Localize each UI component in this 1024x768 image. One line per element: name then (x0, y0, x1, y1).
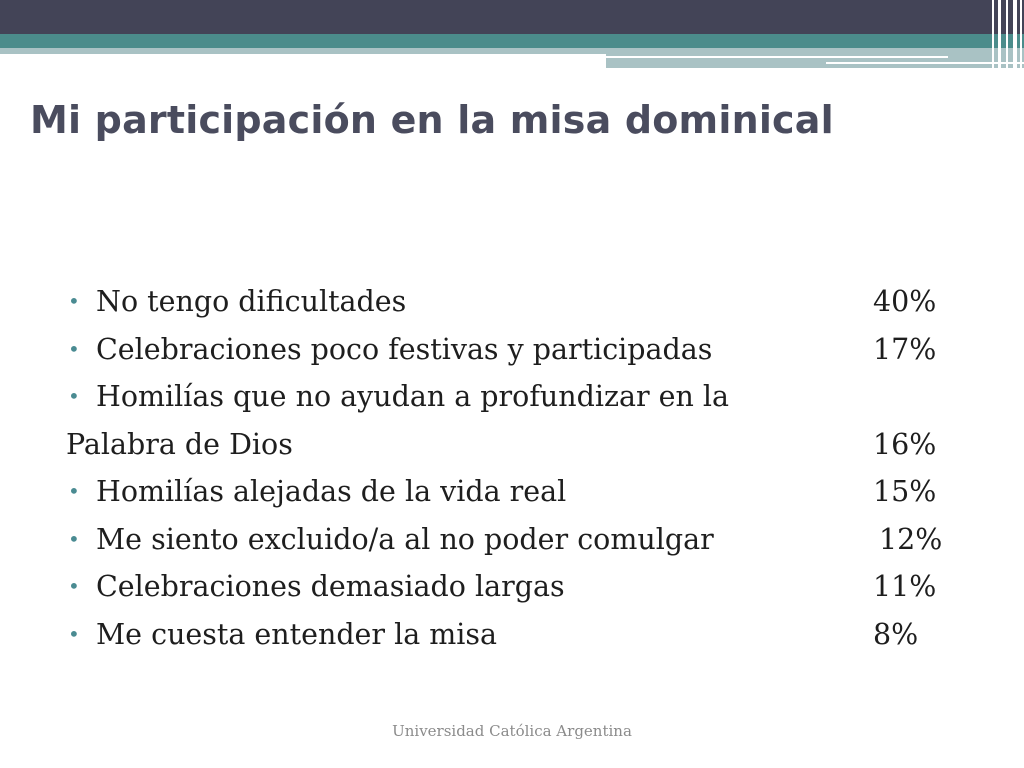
bullet-icon: • (68, 479, 80, 503)
list-item (66, 278, 966, 326)
item-percent: 11% (873, 570, 937, 603)
header-stripe (1013, 0, 1017, 68)
item-percent: 40% (873, 285, 937, 318)
list-item (66, 326, 966, 374)
survey-list (66, 278, 966, 658)
item-label: Homilías alejadas de la vida real (96, 475, 567, 508)
item-percent: 17% (873, 332, 937, 366)
item-percent: 15% (873, 475, 937, 508)
item-label: Celebraciones poco festivas y participadas (96, 332, 713, 366)
header-stripe (998, 0, 1001, 68)
header-step-line (606, 56, 948, 58)
item-label: Palabra de Dios (66, 427, 293, 461)
bullet-icon: • (68, 621, 80, 646)
bullet-icon: • (68, 574, 80, 598)
item-label: Me siento excluido/a al no poder comulgar (96, 522, 714, 556)
item-label: Homilías que no ayudan a profundizar en la (96, 380, 730, 413)
item-percent: 16% (873, 427, 937, 461)
list-item (66, 373, 966, 421)
item-label: Me cuesta entender la misa (96, 617, 498, 651)
list-item (66, 468, 966, 516)
list-item (66, 611, 966, 659)
list-item (66, 516, 966, 564)
bullet-icon: • (68, 336, 80, 361)
slide-title: Mi participación en la misa dominical (30, 98, 834, 142)
list-item-continuation (66, 421, 966, 469)
slide-footer: Universidad Católica Argentina (392, 722, 632, 740)
item-percent: 8% (873, 617, 919, 651)
header-step-line (826, 62, 1024, 64)
header-band-dark (0, 0, 1024, 34)
header-stripe (1006, 0, 1008, 68)
item-label: Celebraciones demasiado largas (96, 570, 565, 603)
bullet-icon: • (68, 384, 80, 408)
header-stripe (992, 0, 994, 68)
header-band-teal (0, 34, 1024, 48)
list-item (66, 563, 966, 611)
header-stripe (1020, 0, 1022, 68)
item-percent: 12% (879, 522, 943, 556)
item-label: No tengo dificultades (96, 285, 407, 318)
bullet-icon: • (68, 289, 80, 313)
bullet-icon: • (68, 526, 80, 551)
